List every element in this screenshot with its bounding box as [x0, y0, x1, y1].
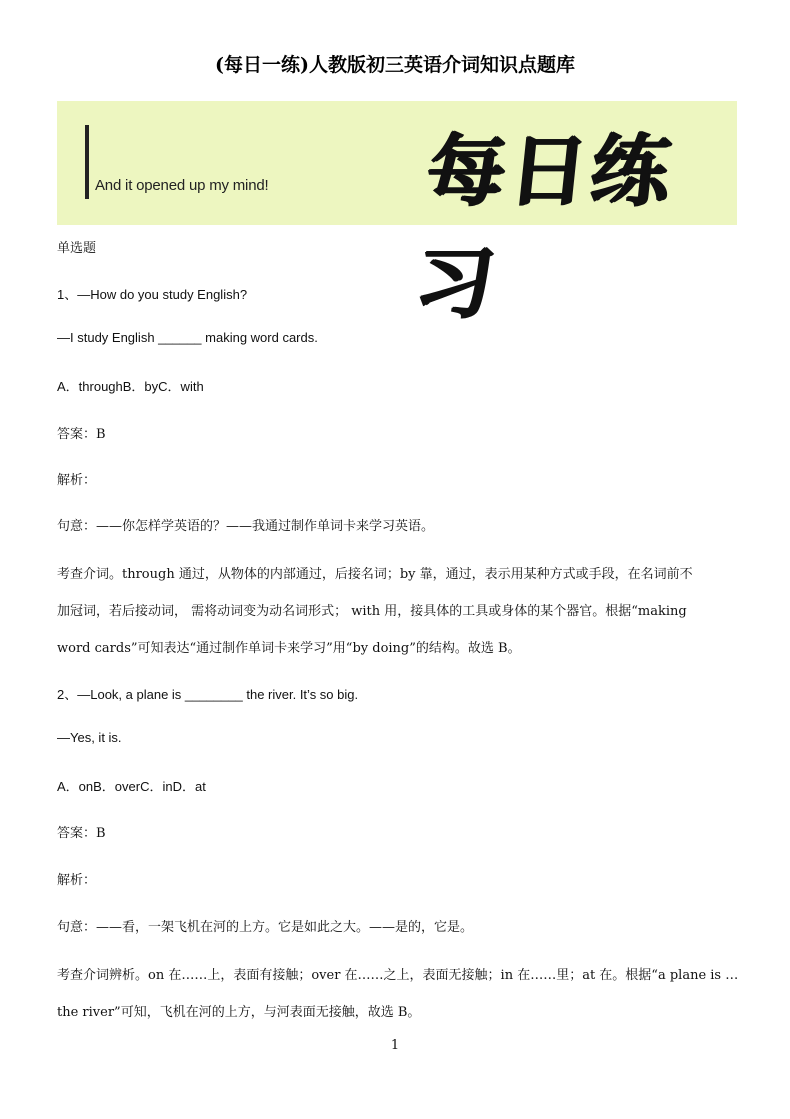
banner-divider-bar [85, 125, 89, 199]
q2-options: A．onB．overC．inD．at [57, 779, 206, 794]
q2-line2: —Yes, it is. [57, 730, 122, 745]
q1-meaning: 句意：——你怎样学英语的？——我通过制作单词卡来学习英语。 [57, 519, 435, 534]
banner-tagline: And it opened up my mind! [95, 177, 269, 194]
q1-explanation-line-2: 加冠词，若后接动词， 需将动词变为动名词形式； with 用，接具体的工具或身体的某个器官。根据“making [57, 604, 687, 619]
document-title: (每日一练)人教版初三英语介词知识点题库 [215, 54, 575, 76]
banner-brush-title: 每日练习 [410, 127, 678, 329]
q2-answer: 答案：B [57, 826, 106, 841]
q1-explanation-line-3: word cards”可知表达“通过制作单词卡来学习”用“by doing”的结构。故选 B。 [57, 641, 521, 656]
page-number: 1 [390, 1038, 400, 1053]
q1-prompt: 1、—How do you study English? [57, 287, 248, 302]
q1-analysis-label: 解析： [57, 473, 97, 488]
q2-explanation-line-1: 考查介词辨析。on 在……上，表面有接触；over 在……之上，表面无接触；in 在……里；at 在。根据“a plane is … [57, 968, 739, 983]
q2-explanation-line-2: the river”可知，飞机在河的上方，与河表面无接触，故选 B。 [57, 1005, 421, 1020]
q1-answer: 答案：B [57, 427, 106, 442]
q2-analysis-label: 解析： [57, 873, 97, 888]
q2-meaning: 句意：——看，一架飞机在河的上方。它是如此之大。——是的，它是。 [57, 920, 474, 935]
q1-line2: —I study English ______ making word cards. [57, 330, 318, 345]
q1-options: A．throughB．byC．with [57, 379, 204, 394]
q2-prompt: 2、—Look, a plane is ________ the river. It’s so big. [57, 687, 359, 702]
q1-explanation-line-1: 考查介词。through 通过，从物体的内部通过，后接名词；by 靠，通过，表示用某种方式或手段，在名词前不 [57, 567, 693, 582]
section-label: 单选题 [57, 241, 97, 256]
